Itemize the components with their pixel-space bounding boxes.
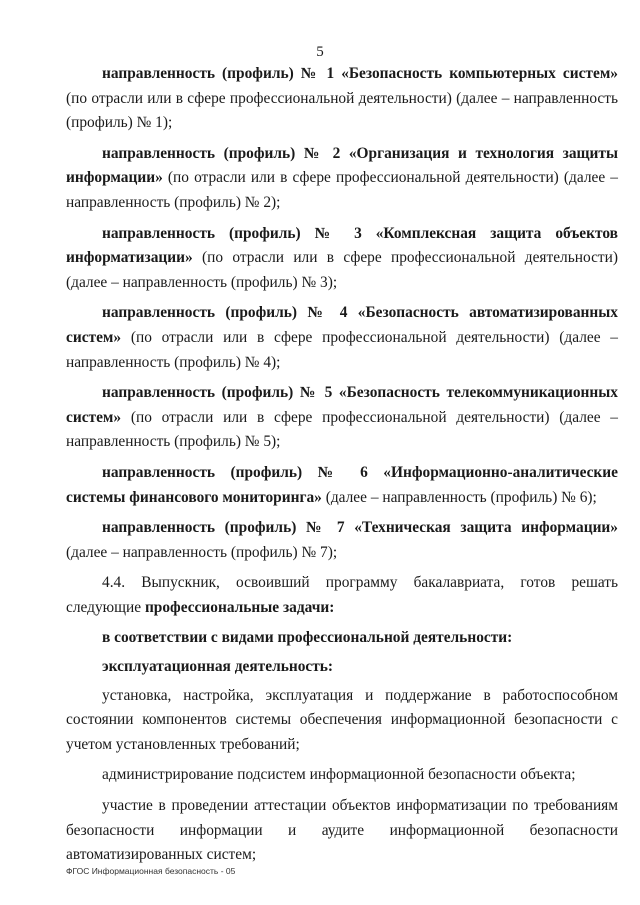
profile-description: (по отрасли или в сфере профессиональной деятельности) (далее – направленность (профиль) № 5); bbox=[66, 408, 618, 451]
section-4-4-bold: профессиональные задачи: bbox=[144, 598, 335, 616]
subheading-activity-types: в соответствии с видами профессиональной деятельности: bbox=[102, 629, 513, 647]
page-number: 5 bbox=[316, 44, 324, 60]
task-item-3: участие в проведении аттестации объектов информатизации по требованиям безопасности информации и аудите информационной безопасности автоматизированных систем; bbox=[66, 797, 618, 864]
profile-title: направленность (профиль) № 4 «Безопасность автоматизированных систем» bbox=[66, 304, 618, 346]
profile-paragraph-3 bbox=[66, 222, 618, 296]
profile-description: (по отрасли или в сфере профессиональной деятельности) (далее – направленность (профиль) № 3); bbox=[66, 249, 618, 291]
profile-description: (по отрасли или в сфере профессиональной деятельности) (далее – направленность (профиль) № 4); bbox=[66, 328, 618, 371]
profile-paragraph-1 bbox=[66, 62, 618, 136]
profile-description: (по отрасли или в сфере профессиональной деятельности) (далее – направленность (профиль) № 1); bbox=[66, 89, 618, 132]
profile-description: (по отрасли или в сфере профессиональной деятельности) (далее – направленность (профиль) № 2); bbox=[66, 169, 618, 211]
task-item-2: администрирование подсистем информационной безопасности объекта; bbox=[102, 766, 576, 784]
profile-title: направленность (профиль) № 3 «Комплексная защита объектов информатизации» bbox=[66, 224, 618, 267]
profile-paragraph-4 bbox=[66, 301, 618, 375]
page-footer: ФГОС Информационная безопасность - 05 bbox=[66, 866, 236, 876]
document-body bbox=[66, 62, 618, 874]
profile-title: направленность (профиль) № 6 «Информационно-аналитические системы финансового мониторинга» bbox=[66, 463, 618, 506]
section-4-4-text: 4.4. Выпускник, освоивший программу бакалавриата, готов решать следующие bbox=[66, 574, 618, 616]
profile-paragraph-2 bbox=[66, 142, 618, 216]
profile-paragraph-5 bbox=[66, 381, 618, 455]
profile-title: направленность (профиль) № 5 «Безопасность телекоммуникационных систем» bbox=[66, 384, 618, 426]
profile-description: (далее – направленность (профиль) № 6); bbox=[321, 488, 597, 506]
subheading-operational: эксплуатационная деятельность: bbox=[102, 658, 334, 676]
profile-paragraph-7 bbox=[66, 516, 618, 565]
profile-title: направленность (профиль) № 7 «Техническая защита информации» bbox=[102, 519, 618, 537]
profile-title: направленность (профиль) № 2 «Организация и технология защиты информации» bbox=[66, 144, 618, 187]
profile-description: (далее – направленность (профиль) № 7); bbox=[66, 543, 338, 561]
task-item-1: установка, настройка, эксплуатация и поддержание в работоспособном состоянии компонентов системы обеспечения информационной безопасности с учетом установленных требований; bbox=[66, 686, 618, 753]
profile-title: направленность (профиль) № 1 «Безопасность компьютерных систем» bbox=[102, 65, 618, 82]
section-4-4-paragraph bbox=[66, 571, 618, 620]
profile-paragraph-6 bbox=[66, 461, 618, 510]
